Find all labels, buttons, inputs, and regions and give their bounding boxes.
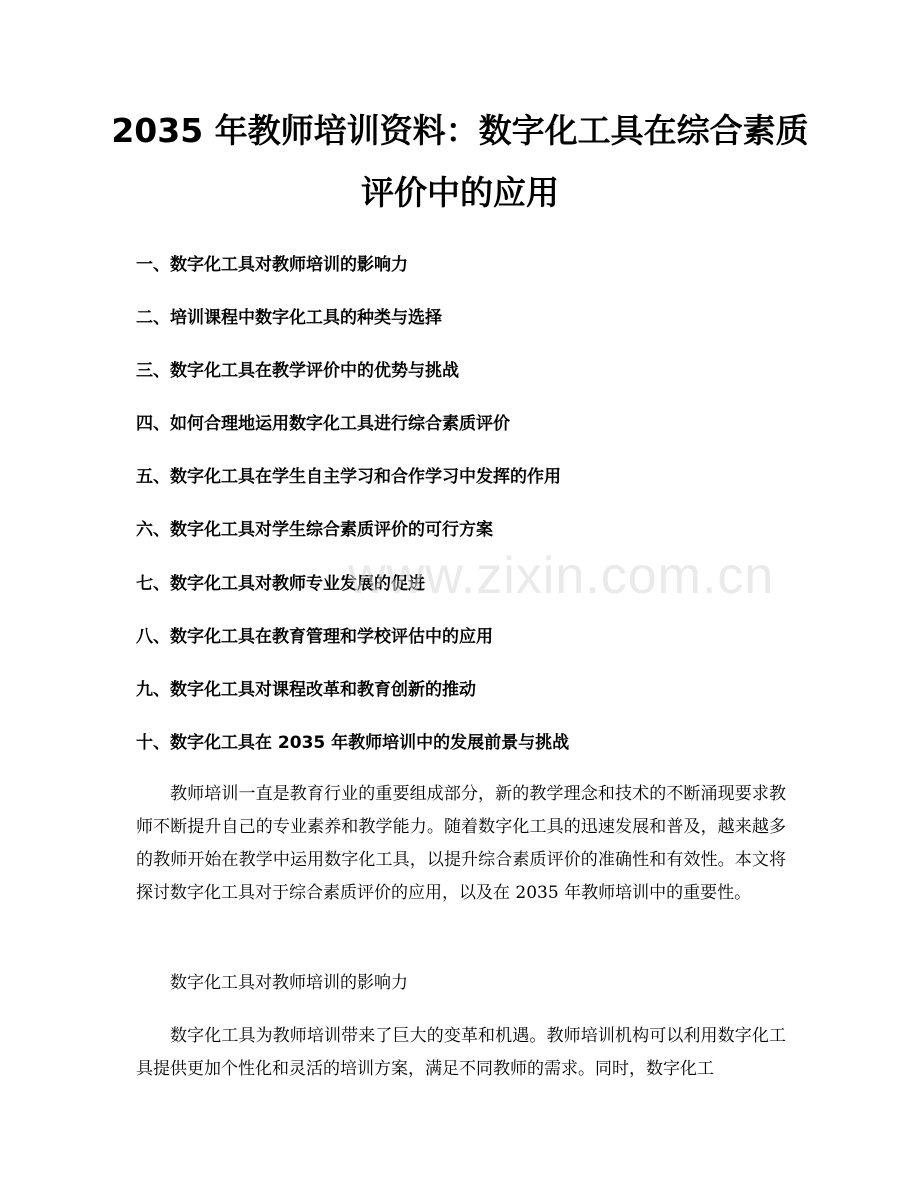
toc-item: 五、数字化工具在学生自主学习和合作学习中发挥的作用 (136, 467, 561, 488)
body-paragraph: 数字化工具为教师培训带来了巨大的变革和机遇。教师培训机构可以利用数字化工具提供更加个性化和灵活的培训方案，满足不同教师的需求。同时，数字化工 (136, 1026, 786, 1079)
toc-item: 八、数字化工具在教育管理和学校评估中的应用 (136, 626, 493, 647)
toc-item: 二、培训课程中数字化工具的种类与选择 (136, 308, 442, 329)
intro-paragraph: 教师培训一直是教育行业的重要组成部分，新的教学理念和技术的不断涌现要求教师不断提升自己的专业素养和教学能力。随着数字化工具的迅速发展和普及，越来越多的教师开始在教学中运用数字化工具，以提升综合素质评价的准确性和有效性。本文将探讨数字化工具对于综合素质评价的应用，以及在 2035 年教师培训中的重要性。 (136, 784, 786, 903)
section-heading: 数字化工具对教师培训的影响力 (170, 973, 408, 993)
toc-item: 一、数字化工具对教师培训的影响力 (136, 255, 408, 275)
toc-item: 六、数字化工具对学生综合素质评价的可行方案 (136, 520, 493, 541)
toc-item: 九、数字化工具对课程改革和教育创新的推动 (136, 679, 476, 700)
toc-item: 四、如何合理地运用数字化工具进行综合素质评价 (136, 414, 510, 435)
document-title: 2035 年教师培训资料：数字化工具在综合素质评价中的应用 (111, 111, 809, 212)
table-of-contents (136, 252, 796, 783)
toc-item: 三、数字化工具在教学评价中的优势与挑战 (136, 361, 459, 382)
toc-item: 七、数字化工具对教师专业发展的促进 (136, 573, 425, 594)
toc-item: 十、数字化工具在 2035 年教师培训中的发展前景与挑战 (136, 732, 570, 753)
watermark: www.zixin.com.cn (348, 547, 775, 605)
